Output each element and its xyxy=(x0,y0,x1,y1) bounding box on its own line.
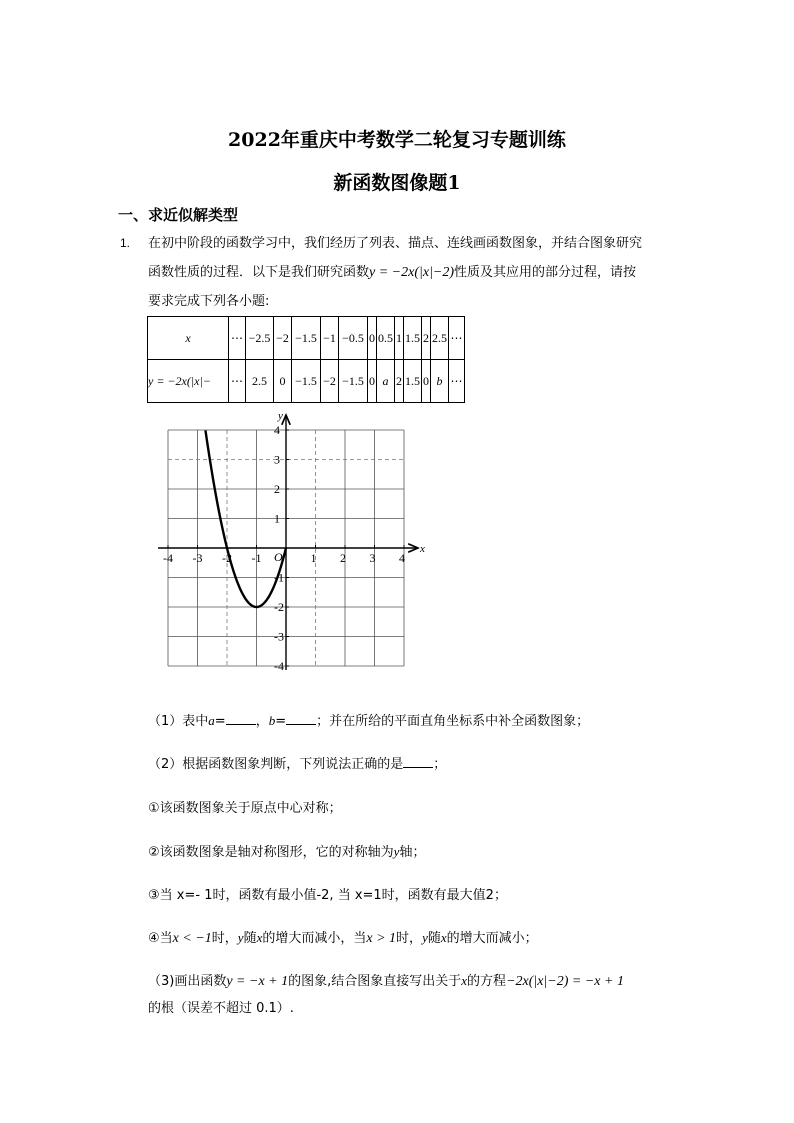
intro-text-a: 函数性质的过程．以下是我们研究函数 xyxy=(148,265,370,280)
table-cell: −2.5 xyxy=(246,317,274,360)
origin-label: O xyxy=(274,550,283,564)
blank-a[interactable] xyxy=(226,712,256,725)
s4-text: 随 xyxy=(243,931,257,946)
y-tick-label: -3 xyxy=(274,629,284,644)
part-1 xyxy=(148,710,589,729)
table-cell: −1 xyxy=(321,317,339,360)
y-tick-label: 3 xyxy=(274,452,280,467)
separator: ， xyxy=(255,714,269,729)
statement-1: ①该函数图象关于原点中心对称； xyxy=(148,801,342,816)
intro-formula: y = −2x(|x|−2) xyxy=(369,265,455,280)
s4-text-end: 的增大而减小； xyxy=(446,931,538,946)
table-cell: 1.5 xyxy=(404,360,422,403)
question-intro-line2 xyxy=(148,258,636,287)
var-b: b xyxy=(268,713,276,728)
y-tick-label: 1 xyxy=(274,511,280,526)
s2-text-end: 轴； xyxy=(399,845,426,860)
p3-formula-line: y = −x + 1 xyxy=(226,974,289,989)
table-cell: b xyxy=(431,360,449,403)
table-cell: 0 xyxy=(422,360,431,403)
table-cell: ⋯ xyxy=(229,317,246,360)
table-cell: 2.5 xyxy=(246,360,274,403)
y-tick-label: -4 xyxy=(274,659,284,673)
graph-labels xyxy=(163,410,425,673)
var-a: a xyxy=(208,713,215,728)
s2-var: y xyxy=(393,844,400,859)
table-cell: 2 xyxy=(395,360,404,403)
s4-text: 随 xyxy=(427,931,441,946)
s4-text: 的增大而减小，当 xyxy=(262,931,367,946)
table-cell: ⋯ xyxy=(449,317,465,360)
part-3-line1 xyxy=(148,970,624,990)
table-cell: 0.5 xyxy=(377,317,395,360)
x-tick-label: -4 xyxy=(163,551,173,565)
table-cell: 1 xyxy=(395,317,404,360)
s4-cond2: x > 1 xyxy=(366,931,397,946)
eq-sign: = xyxy=(214,714,226,729)
table-cell: 2.5 xyxy=(431,317,449,360)
graph-axes xyxy=(158,415,418,670)
statement-4 xyxy=(148,927,538,947)
p3-text: （3)画出函数 xyxy=(148,974,227,989)
intro-text-b: 性质及其应用的部分过程，请按 xyxy=(454,265,637,280)
p3-var: x xyxy=(461,973,468,988)
table-cell: 0 xyxy=(274,360,292,403)
part2-text: （2）根据函数图象判断，下列说法正确的是 xyxy=(148,757,404,772)
value-table xyxy=(147,316,465,403)
p3-text: 的方程 xyxy=(467,974,507,989)
page-subtitle: 新函数图像题1 xyxy=(333,172,461,194)
table-cell: x xyxy=(148,317,229,360)
y-axis-label: y xyxy=(278,410,283,422)
x-axis-label: x xyxy=(420,543,425,555)
table-cell: −2 xyxy=(321,360,339,403)
table-row-x xyxy=(148,317,465,360)
s4-text: ④当 xyxy=(148,931,173,946)
x-tick-label: -1 xyxy=(251,551,262,565)
y-tick-label: 2 xyxy=(274,482,280,496)
y-tick-label: -2 xyxy=(274,600,284,614)
table-cell: 0 xyxy=(368,317,377,360)
statement-2 xyxy=(148,841,425,860)
table-cell: 1.5 xyxy=(404,317,422,360)
part-3-line2: 的根（误差不超过 0.1）. xyxy=(148,1001,294,1016)
blank-answer[interactable] xyxy=(403,755,433,768)
x-tick-label: 3 xyxy=(369,551,376,565)
table-cell: a xyxy=(377,360,395,403)
table-cell: −1.5 xyxy=(339,360,368,403)
table-cell: −1.5 xyxy=(292,317,321,360)
s4-var: x xyxy=(440,930,447,945)
s4-var: y xyxy=(237,930,244,945)
s4-var: x xyxy=(256,930,263,945)
table-cell: ⋯ xyxy=(229,360,246,403)
x-tick-label: -3 xyxy=(192,551,203,565)
part1-text: （1）表中 xyxy=(148,714,209,729)
table-row-y xyxy=(148,360,465,403)
x-tick-label: 2 xyxy=(340,551,346,565)
table-cell: ⋯ xyxy=(449,360,465,403)
question-intro-line1: 在初中阶段的函数学习中，我们经历了列表、描点、连线画函数图象，并结合图象研究 xyxy=(148,236,643,251)
table-cell: −1.5 xyxy=(292,360,321,403)
table-cell: −0.5 xyxy=(339,317,368,360)
s2-text: ②该函数图象是轴对称图形，它的对称轴为 xyxy=(148,845,394,860)
table-cell: −2 xyxy=(274,317,292,360)
s4-var: y xyxy=(422,930,428,945)
y-tick-label: 4 xyxy=(274,423,280,437)
question-intro-line3: 要求完成下列各小题: xyxy=(148,294,270,309)
x-tick-label: 4 xyxy=(399,551,405,565)
x-tick-label: 1 xyxy=(310,551,317,565)
question-number: 1. xyxy=(120,236,131,250)
statement-3: ③当 x=- 1时，函数有最小值-2, 当 x=1时，函数有最大值2； xyxy=(148,888,507,903)
p3-text: 的图象,结合图象直接写出关于 xyxy=(288,974,462,989)
s4-text: 时， xyxy=(211,931,238,946)
s4-cond1: x < −1 xyxy=(172,931,212,946)
section-heading: 一、求近似解类型 xyxy=(118,206,239,224)
x-tick-label: -2 xyxy=(222,551,232,565)
part2-text-end: ； xyxy=(433,757,447,772)
s4-text: 时， xyxy=(396,931,423,946)
table-cell: y = −2x(|x|− xyxy=(148,360,229,403)
table-cell: 0 xyxy=(368,360,377,403)
part1-text-end: ；并在所给的平面直角坐标系中补全函数图象； xyxy=(316,714,590,729)
part-2 xyxy=(148,753,446,772)
page-title: 2022年重庆中考数学二轮复习专题训练 xyxy=(228,129,566,151)
table-cell: 2 xyxy=(422,317,431,360)
function-graph xyxy=(150,405,430,675)
y-tick-label: -1 xyxy=(274,570,284,585)
blank-b[interactable] xyxy=(286,712,316,725)
p3-formula-equation: −2x(|x|−2) = −x + 1 xyxy=(506,974,624,989)
eq-sign: = xyxy=(275,714,287,729)
